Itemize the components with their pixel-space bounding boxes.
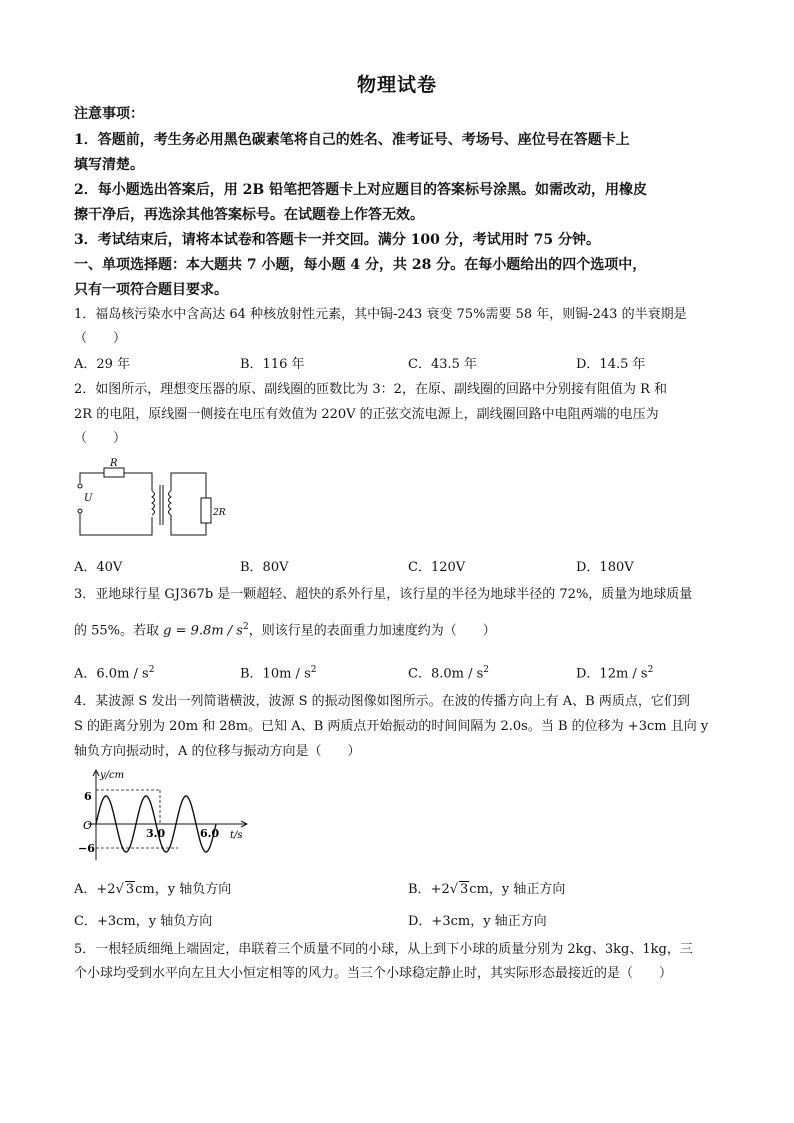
q3-stem-line2-text-b: ，则该行星的表面重力加速度约为（ ） (248, 623, 496, 639)
graph-x-tick-6: 6.0 (200, 827, 220, 840)
q1-option-b: B．116 年 (240, 357, 305, 372)
notice-item-2-cont: 擦干净后，再选涂其他答案标号。在试题卷上作答无效。 (74, 207, 424, 223)
page-title: 物理试卷 (356, 74, 437, 96)
q2-option-c: C．120V (408, 560, 466, 575)
q4-option-a-prefix: A．+2 (74, 882, 116, 897)
vibration-graph (74, 766, 254, 864)
resistor-r-label: R (110, 458, 118, 469)
q3-stem-line2-text-a: 的 55%。若取 (74, 623, 164, 639)
q3-option-b-exponent: 2 (310, 665, 317, 675)
q4-stem-line3: 轴负方向振动时，A 的位移与振动方向是（ ） (74, 744, 361, 759)
source-u-label: U (84, 493, 93, 504)
q2-option-b: B．80V (240, 560, 289, 575)
q3-option-a (74, 660, 154, 684)
q1-option-d: D．14.5 年 (576, 357, 646, 372)
q3-option-c-text: C．8.0m / s (408, 666, 484, 682)
q2-option-d: D．180V (576, 560, 634, 575)
graph-y-label: y/cm (100, 770, 125, 781)
q4-option-c: C．+3cm，y 轴负方向 (74, 914, 213, 929)
transformer-circuit-diagram (74, 455, 224, 553)
q4-option-b-suffix: cm，y 轴正方向 (469, 882, 566, 897)
q4-option-a-radicand: 3 (125, 882, 135, 897)
q3-option-b-text: B．10m / s (240, 666, 311, 682)
notice-heading: 注意事项： (74, 106, 144, 122)
section-heading-line2: 只有一项符合题目要求。 (74, 282, 228, 298)
q2-bracket: （ ） (74, 431, 127, 446)
q1-option-a: A．29 年 (74, 357, 131, 372)
q4-option-a (74, 880, 231, 900)
q2-option-a: A．40V (74, 560, 123, 575)
notice-item-2: 2．每小题选出答案后，用 2B 铅笔把答题卡上对应题目的答案标号涂黑。如需改动，用橡皮 (74, 182, 648, 198)
q3-stem-line1: 3．亚地球行星 GJ367b 是一颗超轻、超快的系外行星，该行星的半径为地球半径的 72%，质量为地球质量 (74, 587, 693, 602)
q2-stem-line1: 2．如图所示，理想变压器的原、副线圈的匝数比为 3：2，在原、副线圈的回路中分别接有阻值为 R 和 (74, 382, 667, 397)
graph-y-neg-tick: −6 (78, 842, 95, 855)
q4-option-d: D．+3cm，y 轴正方向 (408, 914, 547, 929)
notice-item-1-cont: 填写清楚。 (74, 157, 144, 173)
q3-option-a-text: A．6.0m / s (74, 666, 149, 682)
q3-stem-line2 (74, 617, 724, 641)
q3-option-c-exponent: 2 (483, 665, 489, 675)
q1-bracket: （ ） (74, 331, 127, 346)
notice-item-1: 1．答题前，考生务必用黑色碳素笔将自己的姓名、准考证号、考场号、座位号在答题卡上 (74, 132, 630, 148)
q4-option-b-prefix: B．+2 (408, 882, 450, 897)
q3-option-d-exponent: 2 (647, 665, 654, 675)
graph-y-pos-tick: 6 (84, 790, 92, 803)
q5-stem-line1: 5．一根轻质细绳上端固定，串联着三个质量不同的小球，从上到下小球的质量分别为 2kg、3kg、1kg，三 (74, 942, 693, 957)
q3-gravity-value: g = 9.8m / s (163, 623, 243, 639)
notice-item-3: 3．考试结束后，请将本试卷和答题卡一并交回。满分 100 分，考试用时 75 分钟。 (74, 232, 600, 248)
q3-option-d-text: D．12m / s (576, 666, 648, 682)
q4-option-b (408, 880, 565, 900)
q3-option-a-exponent: 2 (148, 665, 155, 675)
q3-option-b (240, 660, 316, 684)
q3-option-d (576, 660, 653, 684)
q1-stem: 1．福岛核污染水中含高达 64 种核放射性元素，其中锔-243 衰变 75%需要 58 年，则锔-243 的半衰期是 (74, 307, 687, 322)
q3-gravity-exponent: 2 (242, 622, 249, 632)
graph-x-tick-3: 3.0 (146, 827, 166, 840)
q4-option-b-radicand: 3 (460, 882, 469, 897)
q4-option-b-sqrt-sign: √ (449, 882, 459, 897)
section-heading-line1: 一、单项选择题：本大题共 7 小题，每小题 4 分，共 28 分。在每小题给出的四个选项中， (74, 257, 647, 273)
q4-option-a-sqrt-sign: √ (115, 882, 124, 897)
graph-x-label: t/s (230, 830, 243, 841)
q4-stem-line2: S 的距离分别为 20m 和 28m。已知 A、B 两质点开始振动的时间间隔为 2.0s。当 B 的位移为 +3cm 且向 y (74, 719, 709, 734)
resistor-2r-label: 2R (213, 508, 226, 518)
q1-option-c: C．43.5 年 (408, 357, 478, 372)
q4-stem-line1: 4．某波源 S 发出一列简谐横波，波源 S 的振动图像如图所示。在波的传播方向上有 A、B 两质点，它们到 (74, 694, 690, 709)
q5-stem-line2: 个小球均受到水平向左且大小恒定相等的风力。当三个小球稳定静止时，其实际形态最接近的是（ ） (74, 966, 673, 981)
graph-origin-label: O (83, 819, 93, 832)
q3-option-c (408, 660, 489, 684)
q4-option-a-suffix: cm，y 轴负方向 (135, 882, 232, 897)
q2-stem-line2: 2R 的电阻，原线圈一侧接在电压有效值为 220V 的正弦交流电源上，副线圈回路中电阻两端的电压为 (74, 407, 659, 422)
